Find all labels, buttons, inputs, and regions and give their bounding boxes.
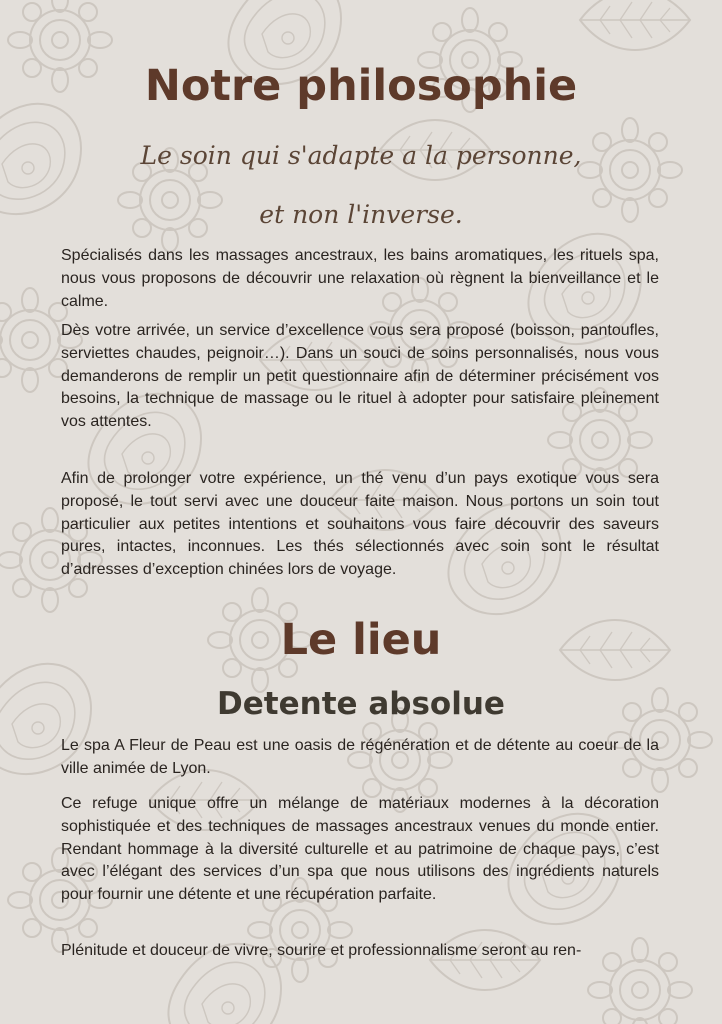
lieu-title: Le lieu [280, 615, 442, 665]
philosophy-paragraph-3: Afin de prolonger votre expérience, un thé venu d’un pays exotique vous sera proposé, le tout servi avec une douceur faite maison. Nous portons un soin tout particulier aux petites intentions et souhaitons vous faire découvrir des saveurs pures, intactes, inconnues. Les thés sélectionnés avec soin sont le résultat d’adresses d’exception chinées lors de voyage. [61, 470, 659, 579]
philosophy-paragraph-2: Dès votre arrivée, un service d’excellence vous sera proposé (boisson, pantoufles, serviettes chaudes, peignoir…). Dans un souci de soins personnalisés, nous vous demanderons de remplir un petit questionnaire afin de déterminer précisément vos besoins, la technique de massage ou le rituel à adopter pour satisfaire pleinement vos attentes. [61, 322, 659, 431]
lieu-paragraph-2: Ce refuge unique offre un mélange de matériaux modernes à la décoration sophistiquée et des techniques de massages ancestraux venues du monde entier. Rendant hommage à la diversité culturelle et au patrimoine de chaque pays, c’est avec l’élégant des services d’un spa que nous utilisons des ingrédients naturels pour fournir une détente et une récupération parfaite. [61, 795, 659, 904]
lieu-paragraph-3: Plénitude et douceur de vivre, sourire et professionnalisme seront au ren- [61, 942, 582, 959]
philosophy-title: Notre philosophie [144, 61, 578, 111]
philosophy-tagline-line-2: et non l'inverse. [259, 200, 463, 229]
lieu-subtitle: Detente absolue [217, 686, 505, 722]
philosophy-paragraph-1: Spécialisés dans les massages ancestraux, les bains aromatiques, les rituels spa, nous vous proposons de découvrir une relaxation où règnent la bienveillance et le calme. [61, 247, 659, 310]
philosophy-tagline-line-1: Le soin qui s'adapte a la personne, [140, 141, 582, 170]
lieu-paragraph-1: Le spa A Fleur de Peau est une oasis de régénération et de détente au coeur de la ville animée de Lyon. [61, 737, 659, 777]
